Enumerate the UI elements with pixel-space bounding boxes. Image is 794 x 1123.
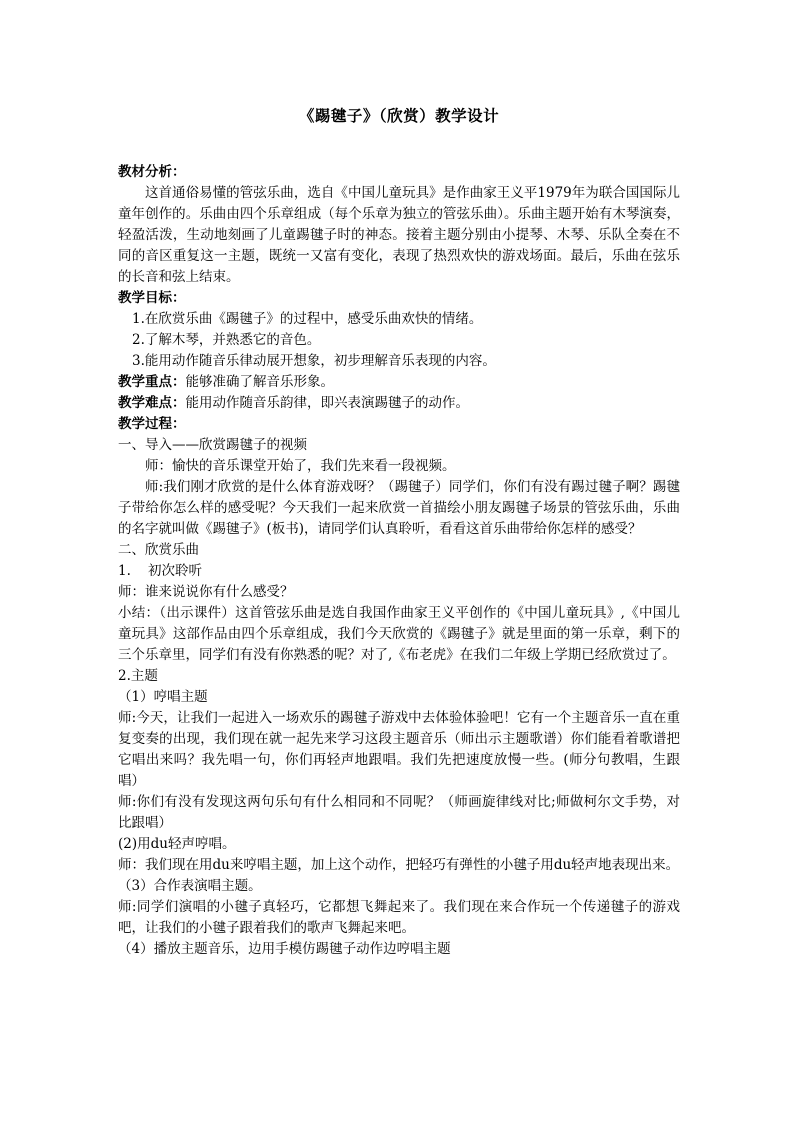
section-heading-material-analysis: 教材分析： <box>118 164 186 180</box>
part1-title: 一、导入——欣赏踢毽子的视频 <box>118 437 307 453</box>
step1-question: 师：谁来说说你有什么感受？ <box>118 584 294 600</box>
step2-sub2-text: 师：我们现在用du来哼唱主题，加上这个动作，把轻巧有弹性的小毽子用du轻声地表现出来。 <box>118 857 680 873</box>
step1-title: 1. 初次聆听 <box>118 563 203 579</box>
part1-paragraph-2: 师:我们刚才欣赏的是什么体育游戏呀？（踢毽子）同学们，你们有没有踢过毽子啊？踢毽子带给你怎么样的感受呢？今天我们一起来欣赏一首描绘小朋友踢毽子场景的管弦乐曲，乐曲的名字就叫做《踢毽子》(板书)，请同学们认真聆听，看看这首乐曲带给你怎样的感受？ <box>118 479 680 537</box>
section-heading-teaching-process: 教学过程： <box>118 416 186 432</box>
step2-sub2: (2)用du轻声哼唱。 <box>118 836 236 852</box>
document-title: 《踢毽子》（欣赏）教学设计 <box>298 106 500 125</box>
step2-sub3-text: 师:同学们演唱的小毽子真轻巧，它都想飞舞起来了。我们现在来合作玩一个传递毽子的游戏吧，让我们的小毽子跟着我们的歌声飞舞起来吧。 <box>118 899 680 936</box>
material-analysis-paragraph: 这首通俗易懂的管弦乐曲，选自《中国儿童玩具》是作曲家王义平1979年为联合国国际儿童年创作的。乐曲由四个乐章组成（每个乐章为独立的管弦乐曲）。乐曲主题开始有木琴演奏，轻盈活泼，生动地刻画了儿童踢毽子时的神态。接着主题分别由小提琴、木琴、乐队全奏在不同的音区重复这一主题，既统一又富有变化，表现了热烈欢快的游戏场面。最后，乐曲在弦乐的长音和弦上结束。 <box>118 185 680 285</box>
part1-paragraph-1: 师：愉快的音乐课堂开始了，我们先来看一段视频。 <box>145 458 456 474</box>
step2-sub4: （4）播放主题音乐，边用手模仿踢毽子动作边哼唱主题 <box>118 941 451 957</box>
step2-sub1-text2: 师:你们有没有发现这两句乐句有什么相同和不同呢？（师画旋律线对比;师做柯尔文手势，对比跟唱） <box>118 794 680 831</box>
goal-item-3: 3.能用动作随音乐律动展开想象，初步理解音乐表现的内容。 <box>132 353 496 369</box>
difficulty-label: 教学难点： <box>118 395 186 411</box>
key-point-line <box>118 372 680 393</box>
document-page <box>118 104 680 960</box>
part2-title: 二、欣赏乐曲 <box>118 542 199 558</box>
goal-item-2: 2.了解木琴，并熟悉它的音色。 <box>132 332 321 348</box>
step2-title: 2.主题 <box>118 668 158 684</box>
difficulty-line <box>118 393 680 414</box>
step2-sub1: （1）哼唱主题 <box>118 689 208 705</box>
difficulty-text: 能用动作随音乐韵律，即兴表演踢毽子的动作。 <box>185 395 469 411</box>
goal-item-1: 1.在欣赏乐曲《踢毽子》的过程中，感受乐曲欢快的情绪。 <box>132 311 483 327</box>
key-point-label: 教学重点： <box>118 374 186 390</box>
step1-summary: 小结：（出示课件）这首管弦乐曲是选自我国作曲家王义平创作的《中国儿童玩具》,《中国儿童玩具》这部作品由四个乐章组成，我们今天欣赏的《踢毽子》就是里面的第一乐章，剩下的三个乐章里，同学们有没有你熟悉的呢？对了,《布老虎》在我们二年级上学期已经欣赏过了。 <box>118 605 680 663</box>
step2-sub3: （3）合作表演唱主题。 <box>118 878 262 894</box>
key-point-text: 能够准确了解音乐形象。 <box>185 374 334 390</box>
step2-sub1-text1: 师:今天，让我们一起进入一场欢乐的踢毽子游戏中去体验体验吧！它有一个主题音乐一直在重复变奏的出现，我们现在就一起先来学习这段主题音乐（师出示主题歌谱）你们能看着歌谱把它唱出来吗？我先唱一句，你们再轻声地跟唱。我们先把速度放慢一些。(师分句教唱，生跟唱） <box>118 710 680 789</box>
section-heading-teaching-goals: 教学目标： <box>118 290 186 306</box>
